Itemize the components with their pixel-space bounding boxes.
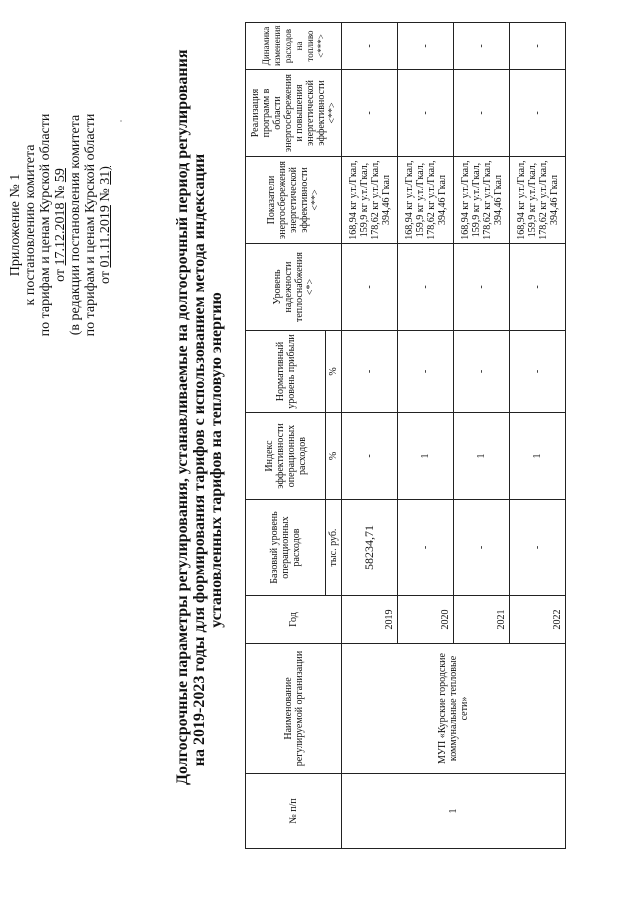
header-line: (в редакции постановления комитета [68, 114, 83, 336]
program-cell: - [398, 70, 454, 157]
base-cell: - [398, 500, 454, 596]
col-header-reliability: Уровень надежности теплоснабжения <*> [246, 244, 342, 331]
col-header-num: № п/п [246, 774, 342, 849]
col-header-base: Базовый уровень операционных расходов [246, 500, 326, 596]
row-number: 1 [342, 774, 566, 849]
unit-eff: % [326, 413, 342, 500]
appendix-header [8, 60, 113, 390]
eff-cell: - [342, 413, 398, 500]
header-line: к постановлению комитета [23, 144, 38, 306]
col-header-eff: Индекс эффективности операционных расходов [246, 413, 326, 500]
dynamics-cell: - [398, 23, 454, 70]
year-cell: 2020 [398, 596, 454, 644]
scan-speck [120, 120, 122, 122]
header-row [246, 23, 326, 849]
program-cell: - [342, 70, 398, 157]
col-header-org: Наименование регулируемой организации [246, 644, 342, 774]
document-title [174, 49, 225, 785]
dynamics-cell: - [454, 23, 510, 70]
energy-cell: 168,94 кг у.т./Гкал, 159,9 кг у.т./Гкал, 178,62 кг у.т./Гкал, 394,46 Гкал [454, 157, 510, 244]
unit-base: тыс. руб. [326, 500, 342, 596]
reliability-cell: - [454, 244, 510, 331]
header-date-line: от 01.11.2019 № 31) [98, 166, 113, 284]
header-line: по тарифам и ценам Курской области [83, 113, 98, 337]
program-cell: - [454, 70, 510, 157]
reliability-cell: - [398, 244, 454, 331]
energy-cell: 168,94 кг у.т./Гкал, 159,9 кг у.т./Гкал, 178,62 кг у.т./Гкал, 394,46 Гкал [342, 157, 398, 244]
profit-cell: - [510, 331, 566, 413]
dynamics-cell: - [342, 23, 398, 70]
title-line: Долгосрочные параметры регулирования, устанавливаемые на долгосрочный период регулирования [174, 49, 191, 785]
unit-profit: % [326, 331, 342, 413]
year-cell: 2021 [454, 596, 510, 644]
energy-cell: 168,94 кг у.т./Гкал, 159,9 кг у.т./Гкал, 178,62 кг у.т./Гкал, 394,46 Гкал [510, 157, 566, 244]
year-cell: 2019 [342, 596, 398, 644]
base-cell: - [454, 500, 510, 596]
eff-cell: 1 [454, 413, 510, 500]
energy-cell: 168,94 кг у.т./Гкал, 159,9 кг у.т./Гкал, 178,62 кг у.т./Гкал, 394,46 Гкал [398, 157, 454, 244]
dynamics-cell: - [510, 23, 566, 70]
reliability-cell: - [342, 244, 398, 331]
parameters-table [245, 22, 566, 849]
org-name: МУП «Курские городские коммунальные тепловые сети» [342, 644, 566, 774]
header-line: Приложение № 1 [8, 173, 23, 277]
title-line: установленных тарифов на тепловую энергию [208, 292, 225, 628]
col-header-year: Год [246, 596, 342, 644]
base-cell: - [510, 500, 566, 596]
col-header-energy: Показатели энергосбережения энергетической эффективности <**> [246, 157, 342, 244]
reliability-cell: - [510, 244, 566, 331]
col-header-program: Реализация программ в области энергосбережения и повышения энергетической эффективности <**> [246, 70, 342, 157]
table-row [342, 23, 398, 849]
year-cell: 2022 [510, 596, 566, 644]
eff-cell: 1 [510, 413, 566, 500]
profit-cell: - [342, 331, 398, 413]
title-line: на 2019-2023 годы для формирования тарифов с использованием метода индексации [191, 153, 208, 767]
col-header-profit: Нормативный уровень прибыли [246, 331, 326, 413]
profit-cell: - [454, 331, 510, 413]
base-cell: 58234,71 [342, 500, 398, 596]
col-header-dynamics: Динамика изменения расходов на топливо <***> [246, 23, 342, 70]
eff-cell: 1 [398, 413, 454, 500]
program-cell: - [510, 70, 566, 157]
profit-cell: - [398, 331, 454, 413]
header-date-line: от 17.12.2018 № 59 [53, 168, 68, 282]
header-line: по тарифам и ценам Курской области [38, 113, 53, 337]
